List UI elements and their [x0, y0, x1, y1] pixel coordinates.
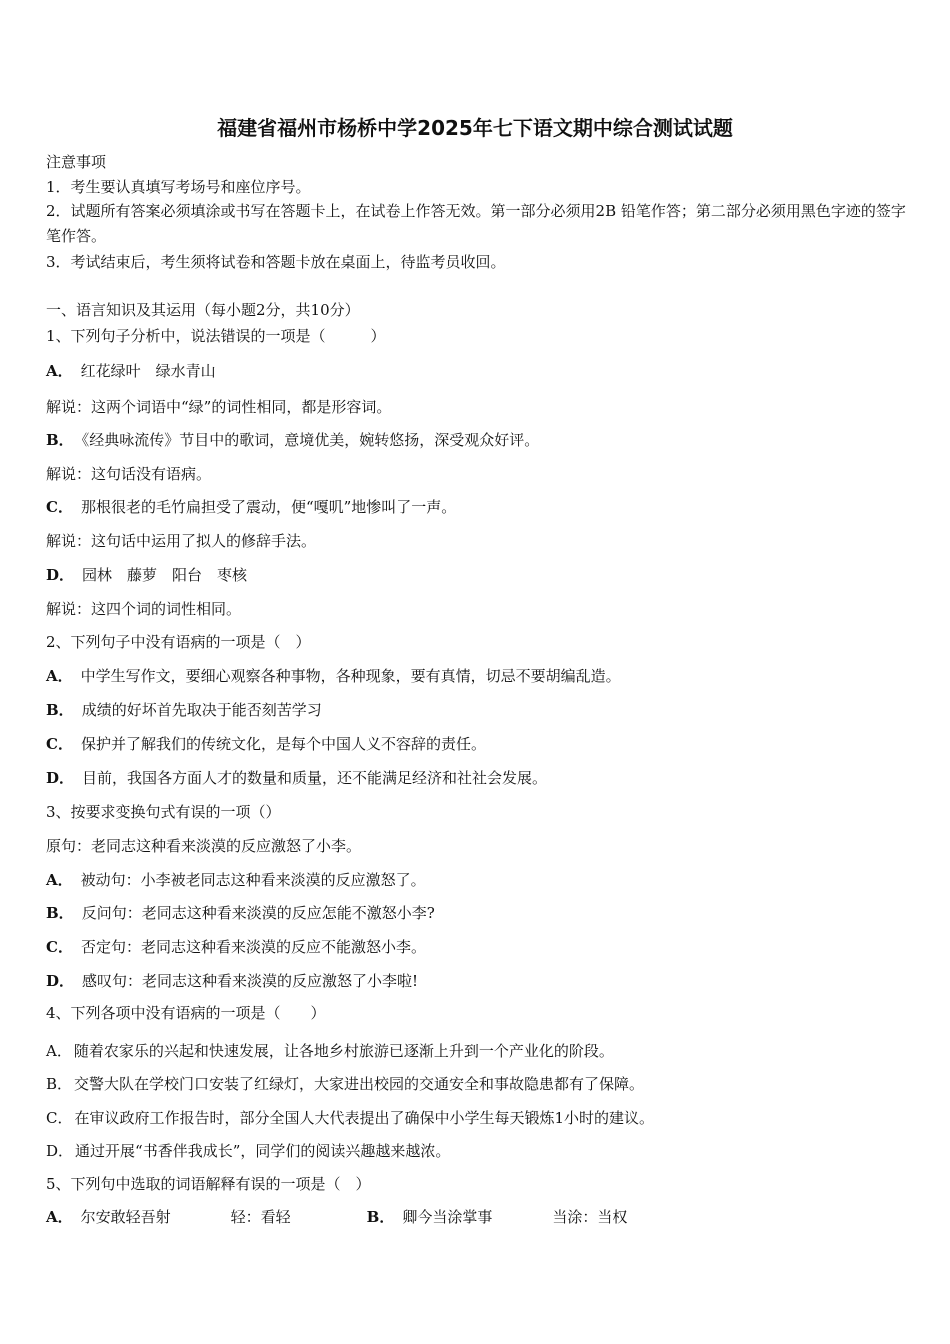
q3-original-sentence: 原句：老同志这种看来淡漠的反应激怒了小李。: [46, 837, 362, 855]
q1-option-c: [46, 497, 906, 517]
q1-option-d-note: 解说：这四个词的词性相同。: [46, 600, 242, 618]
question-3-stem: 3、按要求变换句式有误的一项（）: [46, 803, 281, 821]
option-text: 在审议政府工作报告时，部分全国人大代表提出了确保中小学生每天锻炼1小时的建议。: [74, 1109, 655, 1127]
notice-item-3: 3．考试结束后，考生须将试卷和答题卡放在桌面上，待监考员收回。: [46, 253, 506, 271]
option-label: D．: [46, 1142, 74, 1160]
q4-option-a: [46, 1041, 906, 1061]
q3-option-b: [46, 903, 906, 923]
option-text: 交警大队在学校门口安装了红绿灯，大家进出校园的交通安全和事故隐患都有了保障。: [74, 1075, 645, 1093]
option-label: D．: [46, 566, 75, 584]
option-text: 反问句：老同志这种看来淡漠的反应怎能不激怒小李?: [81, 904, 435, 922]
option-text: 成绩的好坏首先取决于能否刻苦学习: [81, 701, 322, 719]
option-text: 目前，我国各方面人才的数量和质量，还不能满足经济和社社会发展。: [82, 769, 548, 787]
q3-option-c: [46, 937, 906, 957]
option-label: B．: [46, 431, 74, 449]
option-label: A．: [46, 1042, 72, 1060]
option-text: 中学生写作文，要细心观察各种事物，各种现象，要有真情，切忌不要胡编乱造。: [80, 667, 621, 685]
option-text: 卿今当涂掌事: [402, 1208, 493, 1226]
q4-option-b: [46, 1074, 906, 1094]
option-text: 红花绿叶 绿水青山: [80, 362, 216, 380]
question-5-stem: 5、下列句中选取的词语解释有误的一项是（ ）: [46, 1175, 371, 1193]
q2-option-b: [46, 700, 906, 720]
option-text: 感叹句：老同志这种看来淡漠的反应激怒了小李啦!: [82, 972, 419, 990]
q5-options-row: [46, 1207, 906, 1227]
option-label: C．: [46, 735, 73, 753]
option-label: C．: [46, 498, 73, 516]
section-heading: 一、语言知识及其运用（每小题2分，共10分）: [46, 301, 360, 319]
option-text: 保护并了解我们的传统文化，是每个中国人义不容辞的责任。: [80, 735, 486, 753]
notice-heading: 注意事项: [46, 153, 107, 171]
q3-option-d: [46, 971, 906, 991]
option-label: D．: [46, 769, 75, 787]
option-label: B．: [46, 1075, 73, 1093]
q1-option-b: [46, 430, 906, 450]
option-text: 随着农家乐的兴起和快速发展，让各地乡村旅游已逐渐上升到一个产业化的阶段。: [73, 1042, 614, 1060]
q1-option-a-note: 解说：这两个词语中“绿”的词性相同，都是形容词。: [46, 398, 392, 416]
option-text: 尔安敢轻吾射: [80, 1208, 171, 1226]
q4-option-c: [46, 1108, 906, 1128]
q1-option-a: [46, 361, 906, 381]
option-label: B．: [366, 1208, 395, 1226]
option-gloss: 当涂：当权: [552, 1208, 628, 1226]
option-label: A．: [46, 362, 73, 380]
option-label: D．: [46, 972, 75, 990]
q2-option-d: [46, 768, 906, 788]
option-label: B．: [46, 904, 74, 922]
q4-option-d: [46, 1141, 906, 1161]
option-label: A．: [46, 871, 73, 889]
option-label: C．: [46, 938, 73, 956]
option-text: 被动句：小李被老同志这种看来淡漠的反应激怒了。: [80, 871, 426, 889]
notice-item-2: 2．试题所有答案必须填涂或书写在答题卡上，在试卷上作答无效。第一部分必须用2B 铅笔作答；第二部分必须用黑色字迹的签字笔作答。: [46, 202, 906, 245]
option-text: 园林 藤萝 阳台 枣核: [82, 566, 248, 584]
q2-option-a: [46, 666, 906, 686]
option-text: 《经典咏流传》节目中的歌词，意境优美，婉转悠扬，深受观众好评。: [81, 431, 540, 449]
question-4-stem: 4、下列各项中没有语病的一项是（ ）: [46, 1004, 326, 1022]
q1-option-c-note: 解说：这句话中运用了拟人的修辞手法。: [46, 532, 317, 550]
option-gloss: 轻：看轻: [230, 1208, 291, 1226]
q1-option-b-note: 解说：这句话没有语病。: [46, 465, 212, 483]
notice-item-1: 1．考生要认真填写考场号和座位序号。: [46, 178, 311, 196]
option-label: A．: [46, 1208, 73, 1226]
question-1-stem: 1、下列句子分析中，说法错误的一项是（ ）: [46, 327, 386, 345]
q1-option-d: [46, 565, 906, 585]
q2-option-c: [46, 734, 906, 754]
option-label: B．: [46, 701, 74, 719]
option-text: 否定句：老同志这种看来淡漠的反应不能激怒小李。: [80, 938, 426, 956]
option-label: C．: [46, 1109, 73, 1127]
option-label: A．: [46, 667, 73, 685]
option-text: 通过开展“书香伴我成长”，同学们的阅读兴趣越来越浓。: [75, 1142, 451, 1160]
question-2-stem: 2、下列句子中没有语病的一项是（ ）: [46, 633, 311, 651]
page-title: 福建省福州市杨桥中学2025年七下语文期中综合测试试题: [217, 116, 733, 140]
option-text: 那根很老的毛竹扁担受了震动，便“嘎叽”地惨叫了一声。: [80, 498, 457, 516]
q3-option-a: [46, 870, 906, 890]
